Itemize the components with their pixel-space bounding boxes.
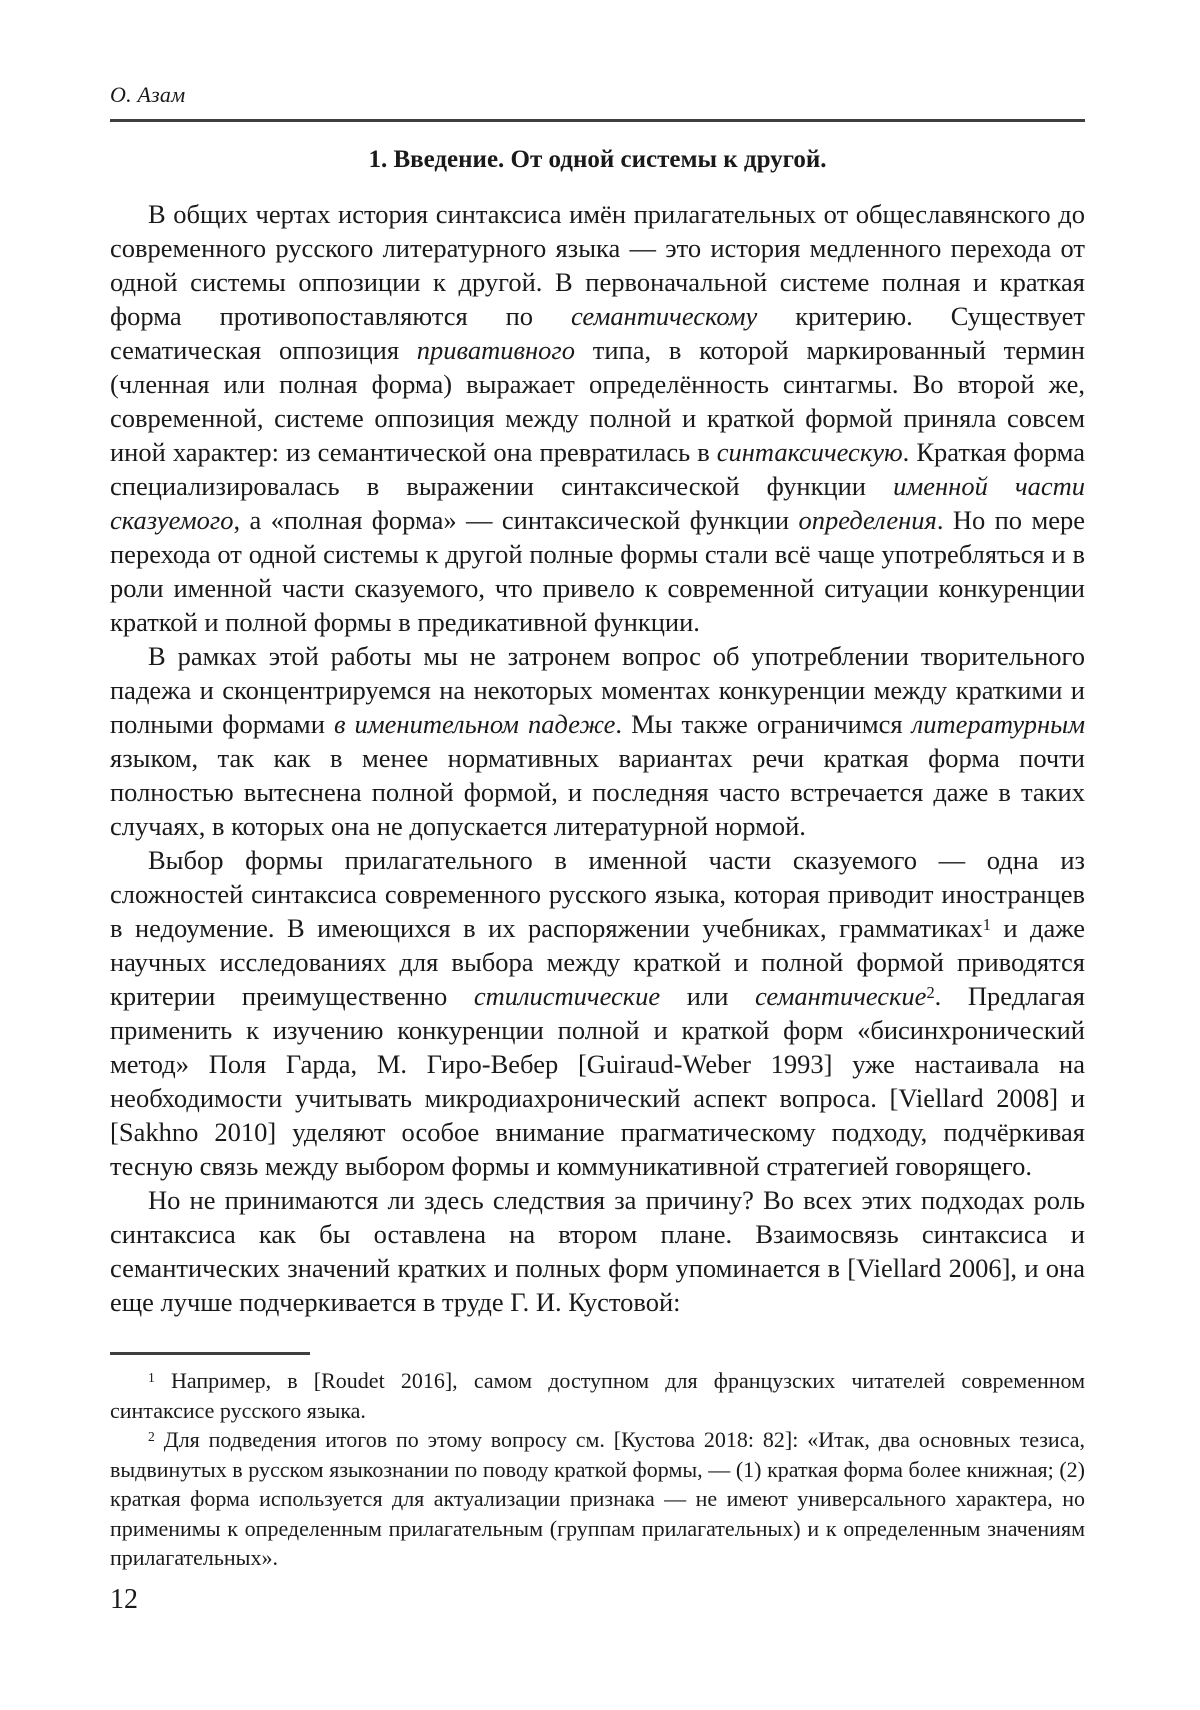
footnote	[110, 1366, 1085, 1425]
footnote	[110, 1425, 1085, 1573]
text-run: Например, в [Roudet 2016], самом доступном для французских читателей современном синтаксисе русского языка.	[110, 1368, 1086, 1423]
emphasis-text: семантическому	[570, 301, 758, 331]
running-head-author: О. Азам	[110, 82, 186, 107]
paragraph	[110, 1183, 1085, 1319]
text-run: В рамках этой работы мы не затронем вопрос об употреблении творительного падежа и сконцентрируемся на некоторых моментах конкуренции между краткими и полными формами	[110, 641, 1085, 739]
text-run: . Краткая форма специализировалась в выражении синтаксической функции	[110, 437, 1085, 501]
footnote-reference: 2	[926, 982, 935, 1002]
emphasis-text: в именительном падеже	[333, 709, 616, 739]
text-run: Для подведения итогов по этому вопросу см. [Кустова 2018: 82]: «Итак, два основных тезиса, выдвинутых в русском языкознании по поводу краткой формы, — (1) краткая форма более книжная; (2) краткая форма используется для актуализации признака — не имеют универсального характера, но применимы к определенным прилагательным (группам прилагательных) и к определенным значениям прилагательных».	[110, 1427, 1086, 1570]
emphasis-text: определения	[798, 505, 937, 535]
header-rule	[110, 119, 1085, 122]
emphasis-text: литературным	[911, 709, 1085, 739]
text-run: критерию. Существует сематическая оппозиция	[110, 301, 1085, 365]
page-number: 12	[110, 1584, 138, 1615]
text-run: и даже научных исследованиях для выбора между краткой и полной формой приводятся критерии преимущественно	[110, 913, 1085, 1011]
text-run: Выбор формы прилагательного в именной части сказуемого — одна из сложностей синтаксиса современного русского языка, которая приводит иностранцев в недоумение. В имеющихся в их распоряжении учебниках, грамматиках	[110, 845, 1085, 943]
footnote-reference: 1	[982, 914, 991, 934]
text-run: или	[660, 981, 755, 1011]
emphasis-text: именной части сказуемого	[110, 471, 1085, 535]
paragraph	[110, 197, 1085, 639]
emphasis-text: привативного	[416, 335, 575, 365]
body-text	[110, 197, 1085, 1319]
text-run: языком, так как в менее нормативных вариантах речи краткая форма почти полностью вытеснена полной формой, и последняя часто встречается даже в таких случаях, в которых она не допускается литературной нормой.	[110, 743, 1085, 841]
footnote-marker: 1	[148, 1369, 155, 1385]
text-run: . Но по мере перехода от одной системы к другой полные формы стали всё чаще употребляться и в роли именной части сказуемого, что привело к современной ситуации конкуренции краткой и полной формы в предикативной функции.	[110, 505, 1085, 637]
text-run: Но не принимаются ли здесь следствия за причину? Во всех этих подходах роль синтаксиса как бы оставлена на втором плане. Взаимосвязь синтаксиса и семантических значений кратких и полных форм упоминается в [Viellard 2006], и она еще лучше подчеркивается в труде Г. И. Кустовой:	[110, 1185, 1085, 1317]
paragraph	[110, 639, 1085, 843]
footnote-marker: 2	[148, 1428, 155, 1444]
footnotes	[110, 1366, 1085, 1573]
text-run: . Предлагая применить к изучению конкуренции полной и краткой форм «бисинхронический метод» Поля Гарда, М. Гиро-Вебер [Guiraud-Weber 1993] уже настаивала на необходимости учитывать микродиахронический аспект вопроса. [Viellard 2008] и [Sakhno 2010] уделяют особое внимание прагматическому подходу, подчёркивая тесную связь между выбором формы и коммуникативной стратегией говорящего.	[110, 981, 1085, 1181]
text-run: В общих чертах история синтаксиса имён прилагательных от общеславянского до современного русского литературного языка — это история медленного перехода от одной системы оппозиции к другой. В первоначальной системе полная и краткая форма противопоставляются по	[110, 199, 1085, 331]
emphasis-text: семантические	[755, 981, 927, 1011]
text-run: типа, в которой маркированный термин (членная или полная форма) выражает определённость синтагмы. Во второй же, современной, системе оппозиция между полной и краткой формой приняла совсем иной характер: из семантической она превратилась в	[110, 335, 1085, 467]
emphasis-text: стилистические	[473, 981, 661, 1011]
text-run: , а «полная форма» — синтаксической функции	[233, 505, 799, 535]
page-title: 1. Введение. От одной системы к другой.	[368, 146, 827, 173]
footnote-separator	[110, 1352, 310, 1355]
emphasis-text: синтаксическую	[716, 437, 903, 467]
paragraph	[110, 843, 1085, 1183]
text-run: . Мы также ограничимся	[615, 709, 912, 739]
